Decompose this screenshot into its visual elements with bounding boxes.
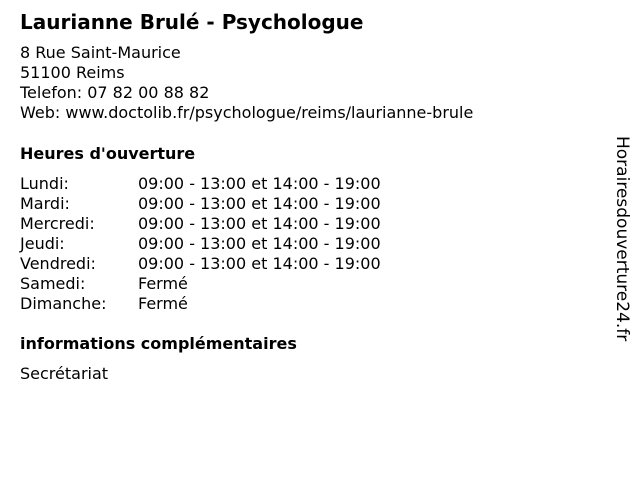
street-address: 8 Rue Saint-Maurice — [20, 43, 181, 62]
website: Web: www.doctolib.fr/psychologue/reims/laurianne-brule — [20, 103, 474, 122]
opening-hours-list — [20, 174, 440, 314]
watermark: Horairesdouverture24.fr — [612, 136, 632, 342]
hours-row-sunday — [20, 294, 440, 314]
day-label: Mardi: — [20, 194, 70, 213]
day-label: Samedi: — [20, 274, 86, 293]
time-value: 09:00 - 13:00 et 14:00 - 19:00 — [138, 214, 381, 233]
page-title: Laurianne Brulé - Psychologue — [20, 10, 364, 34]
hours-row-saturday — [20, 274, 440, 294]
hours-row-tuesday — [20, 194, 440, 214]
time-value: 09:00 - 13:00 et 14:00 - 19:00 — [138, 174, 381, 193]
day-label: Lundi: — [20, 174, 69, 193]
opening-hours-heading: Heures d'ouverture — [20, 144, 196, 163]
additional-info-heading: informations complémentaires — [20, 334, 297, 353]
time-value: 09:00 - 13:00 et 14:00 - 19:00 — [138, 254, 381, 273]
hours-row-monday — [20, 174, 440, 194]
phone-number: Telefon: 07 82 00 88 82 — [20, 83, 210, 102]
hours-row-thursday — [20, 234, 440, 254]
time-value: 09:00 - 13:00 et 14:00 - 19:00 — [138, 234, 381, 253]
day-label: Jeudi: — [20, 234, 65, 253]
time-value: Fermé — [138, 294, 188, 313]
address-block — [20, 43, 473, 123]
hours-row-wednesday — [20, 214, 440, 234]
day-label: Dimanche: — [20, 294, 107, 313]
time-value: 09:00 - 13:00 et 14:00 - 19:00 — [138, 194, 381, 213]
day-label: Vendredi: — [20, 254, 96, 273]
day-label: Mercredi: — [20, 214, 95, 233]
time-value: Fermé — [138, 274, 188, 293]
city: 51100 Reims — [20, 63, 125, 82]
additional-info-text: Secrétariat — [20, 364, 109, 383]
hours-row-friday — [20, 254, 440, 274]
